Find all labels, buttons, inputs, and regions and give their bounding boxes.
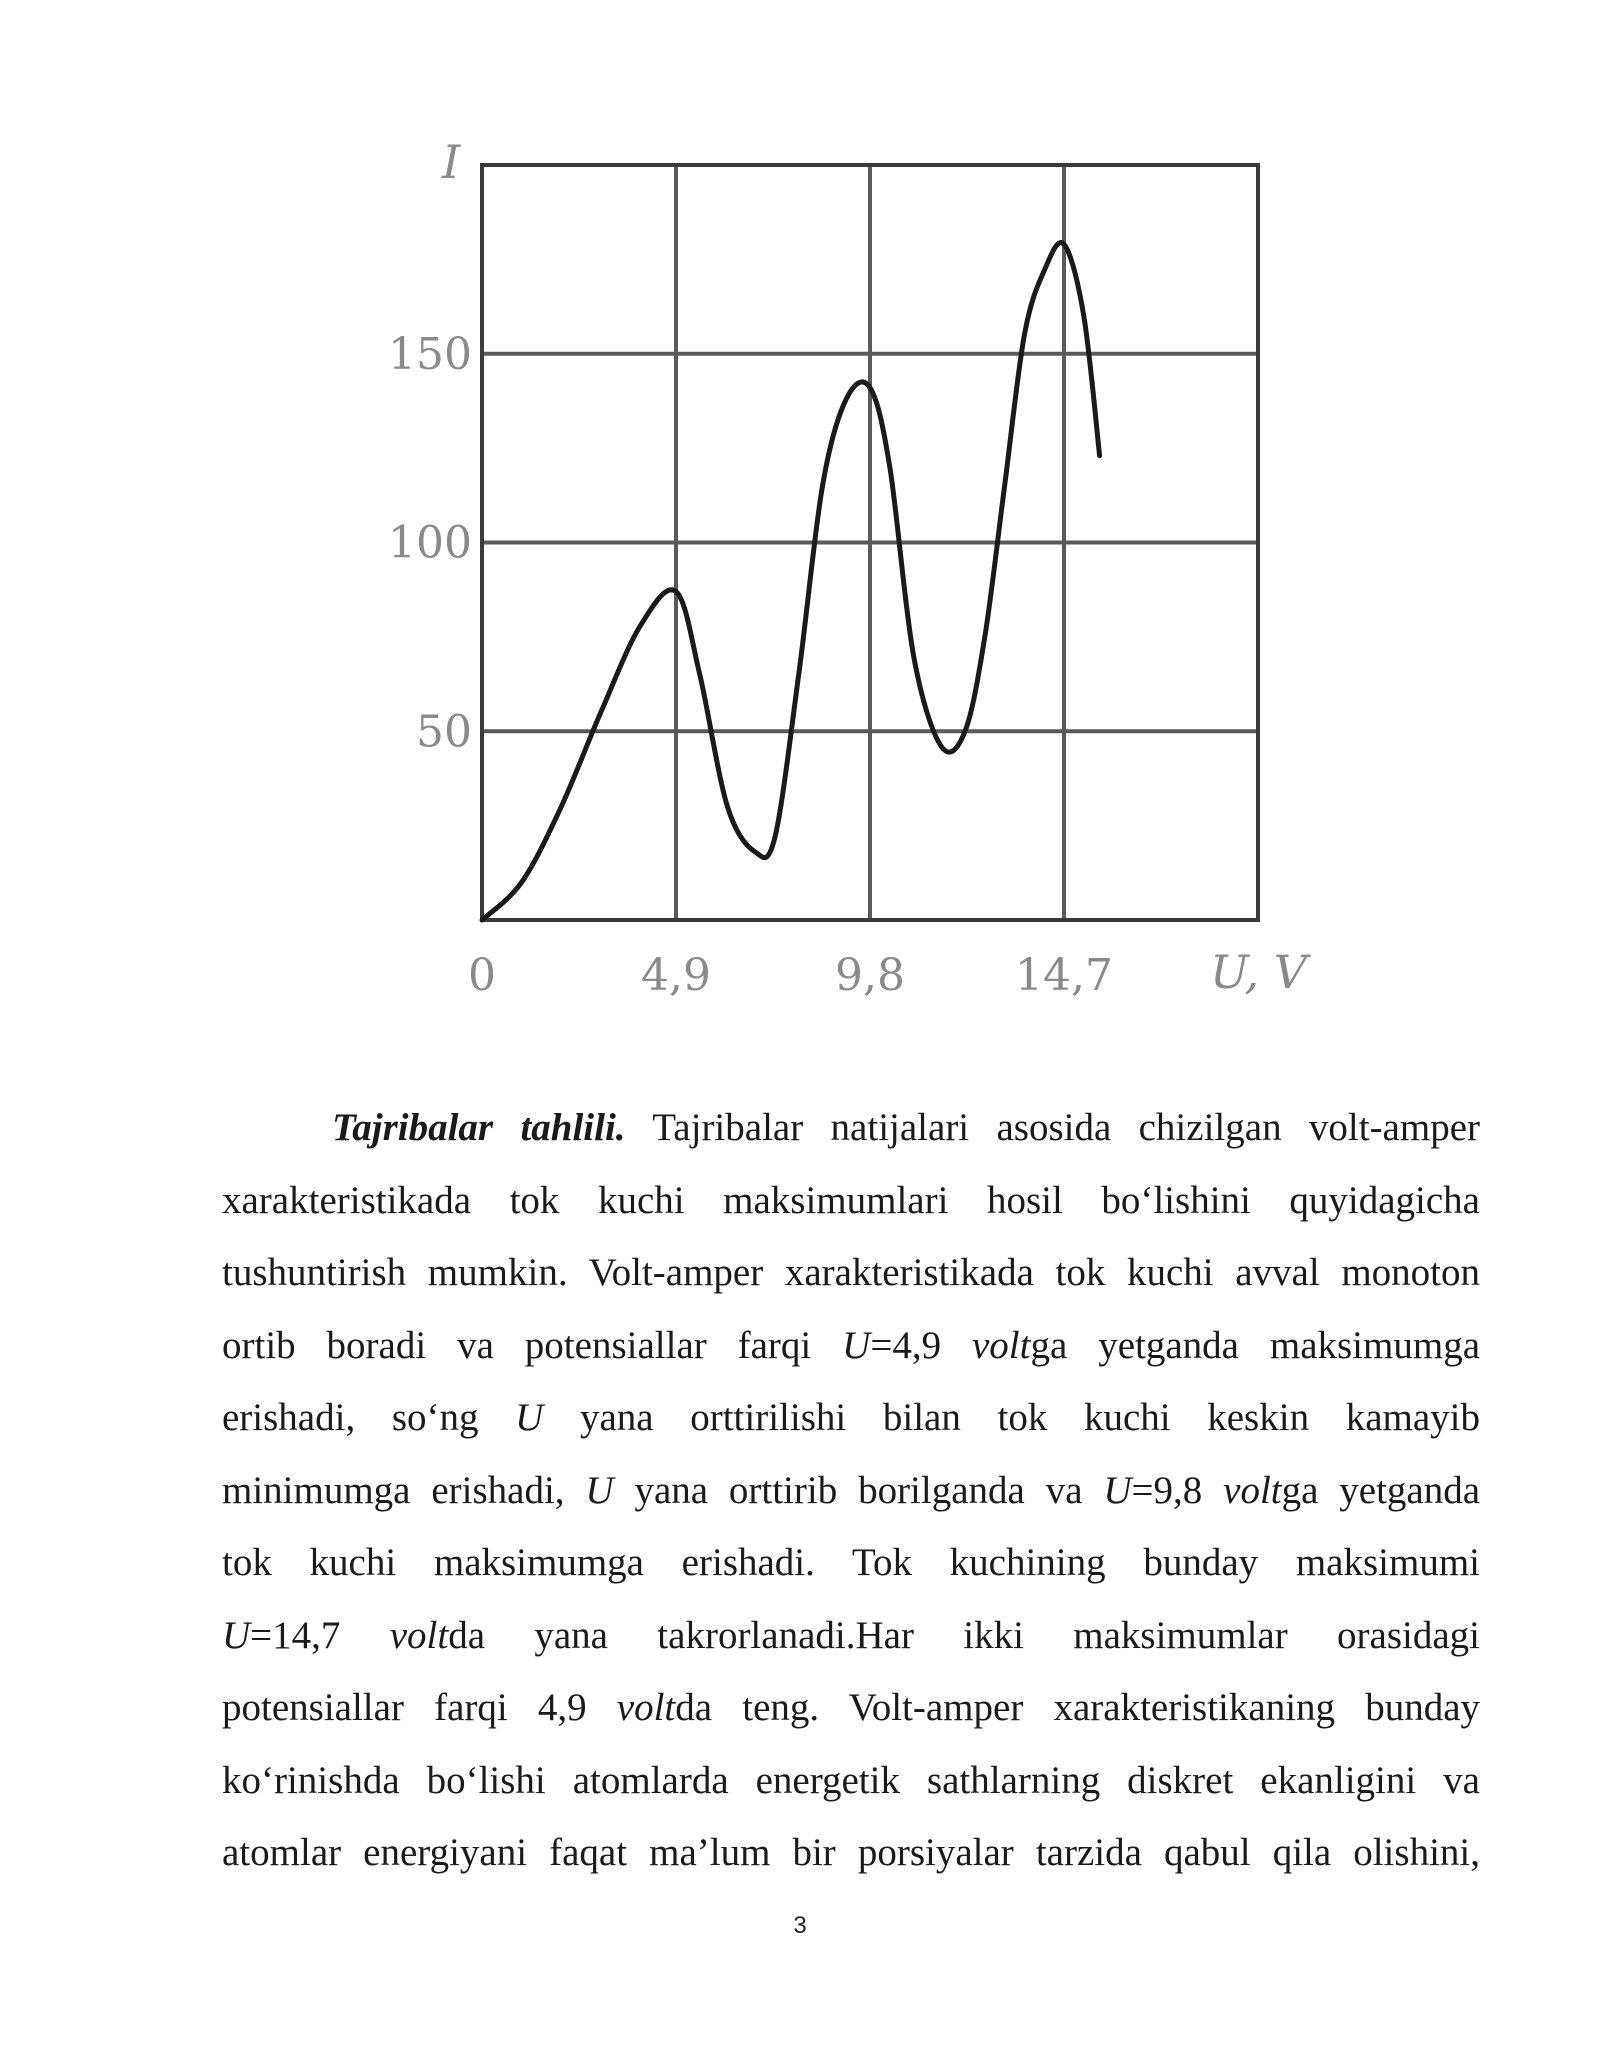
y-tick-label: 150	[388, 328, 472, 380]
x-tick-label: 0	[468, 950, 496, 1001]
x-axis-label: U, V	[1210, 945, 1308, 999]
text-line-10: ko‘rinishda bo‘lishi atomlarda energetik sathlarning diskret ekanligini va	[222, 1758, 1480, 1802]
section-heading: Tajribalar tahlili.	[332, 1106, 626, 1149]
page-number: 3	[793, 1912, 807, 1939]
text-line-4: ortib boradi va potensiallar farqi U=4,9 voltga yetganda maksimumga	[222, 1323, 1480, 1367]
series-curve	[482, 243, 1100, 920]
y-tick-label: 50	[416, 706, 472, 758]
text-line-2: xarakteristikada tok kuchi maksimumlari hosil bo‘lishini quyidagicha	[222, 1178, 1480, 1222]
body-text	[222, 1092, 1480, 1890]
text-line-7: tok kuchi maksimumga erishadi. Tok kuchining bunday maksimumi	[222, 1541, 1480, 1584]
text-line-9: potensiallar farqi 4,9 voltda teng. Volt-amper xarakteristikaning bunday	[222, 1686, 1480, 1729]
text-line-3: tushuntirish mumkin. Volt-amper xarakteristikada tok kuchi avval monoton	[222, 1251, 1480, 1294]
chart-svg	[340, 130, 1360, 1030]
text-line-1: Tajribalar tahlili. Tajribalar natijalari asosida chizilgan volt-amper	[332, 1106, 1480, 1149]
volt-ampere-chart	[340, 130, 1360, 1030]
text-line-6: minimumga erishadi, U yana orttirib borilganda va U=9,8 voltga yetganda	[222, 1468, 1480, 1512]
tick-labels	[388, 329, 1113, 1001]
chart-grid	[482, 165, 1258, 920]
text-line-8: U=14,7 voltda yana takrorlanadi.Har ikki maksimumlar orasidagi	[222, 1613, 1480, 1657]
y-tick-label: 100	[388, 517, 472, 569]
x-tick-label: 14,7	[1015, 950, 1113, 1001]
text-line-5: erishadi, so‘ng U yana orttirilishi bilan tok kuchi keskin kamayib	[222, 1396, 1480, 1439]
y-axis-label: I	[442, 135, 461, 189]
x-tick-label: 4,9	[641, 950, 711, 1001]
x-tick-label: 9,8	[835, 950, 905, 1001]
text-line-11: atomlar energiyani faqat ma’lum bir porsiyalar tarzida qabul qila olishini,	[222, 1831, 1480, 1874]
